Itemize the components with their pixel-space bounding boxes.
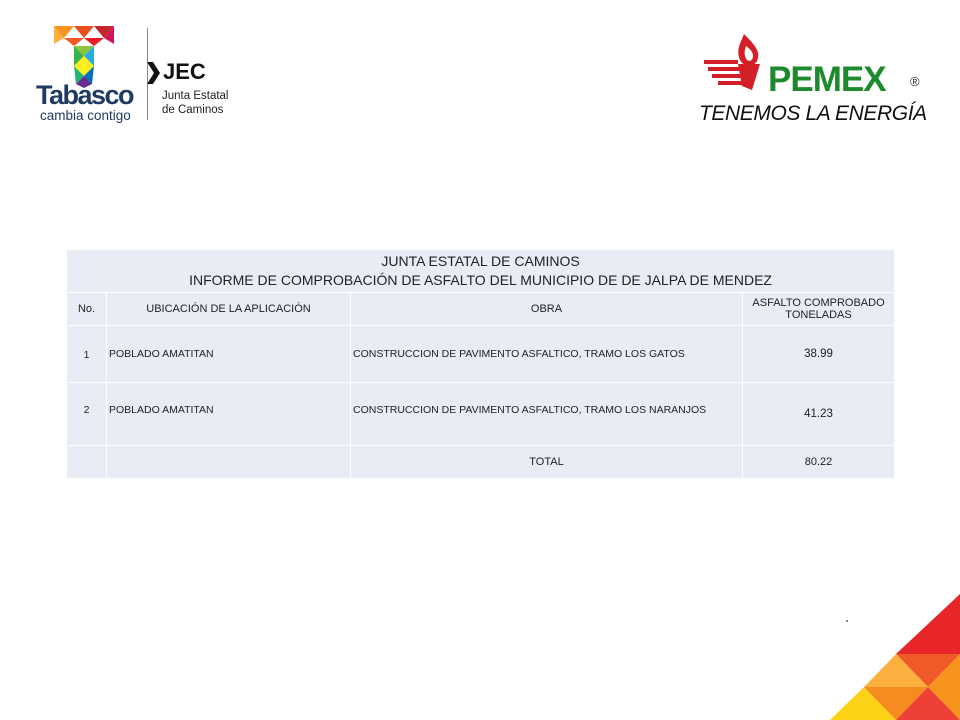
row-obra: CONSTRUCCION DE PAVIMENTO ASFALTICO, TRAMO LOS GATOS (351, 326, 743, 383)
corner-decoration (830, 594, 960, 720)
header-asfalto (743, 293, 895, 326)
total-label: TOTAL (351, 446, 743, 479)
row-obra: CONSTRUCCION DE PAVIMENTO ASFALTICO, TRAMO LOS NARANJOS (351, 383, 743, 446)
row-ubicacion: POBLADO AMATITAN (107, 326, 351, 383)
asphalt-report-table (66, 249, 895, 479)
jec-title: JEC (163, 59, 206, 84)
row-number: 1 (67, 326, 107, 383)
pemex-wordmark: PEMEX (768, 60, 886, 99)
registered-mark: ® (910, 74, 920, 89)
table-row (67, 383, 895, 446)
tabasco-tagline: cambia contigo (40, 108, 131, 123)
total-empty-cell (107, 446, 351, 479)
jec-logo (143, 58, 263, 128)
table-row (67, 326, 895, 383)
row-toneladas: 41.23 (743, 383, 895, 446)
jec-line-2: de Caminos (162, 104, 224, 116)
total-empty-cell (67, 446, 107, 479)
total-row (67, 446, 895, 479)
table-title-row (67, 250, 895, 293)
tabasco-logo (30, 24, 150, 124)
header-ubicacion: UBICACIÓN DE LA APLICACIÓN (107, 293, 351, 326)
jec-line-1: Junta Estatal (162, 90, 229, 102)
header-obra: OBRA (351, 293, 743, 326)
tabasco-wordmark: Tabasco (36, 80, 134, 110)
pemex-slogan: TENEMOS LA ENERGÍA (699, 102, 927, 125)
header-asfalto-line-1: ASFALTO COMPROBADO (752, 297, 885, 309)
row-number: 2 (67, 383, 107, 446)
table-title-line-1: JUNTA ESTATAL DE CAMINOS (381, 253, 580, 269)
pemex-logo (696, 30, 936, 130)
total-value: 80.22 (743, 446, 895, 479)
column-header-row (67, 293, 895, 326)
table-title (67, 250, 895, 293)
row-ubicacion: POBLADO AMATITAN (107, 383, 351, 446)
tabasco-t-logo-icon (54, 26, 114, 88)
row-toneladas: 38.99 (743, 326, 895, 383)
pemex-eagle-icon (700, 30, 772, 96)
table-title-line-2: INFORME DE COMPROBACIÓN DE ASFALTO DEL MUNICIPIO DE DE JALPA DE MENDEZ (189, 272, 772, 288)
header-no: No. (67, 293, 107, 326)
header-asfalto-line-2: TONELADAS (785, 309, 852, 321)
